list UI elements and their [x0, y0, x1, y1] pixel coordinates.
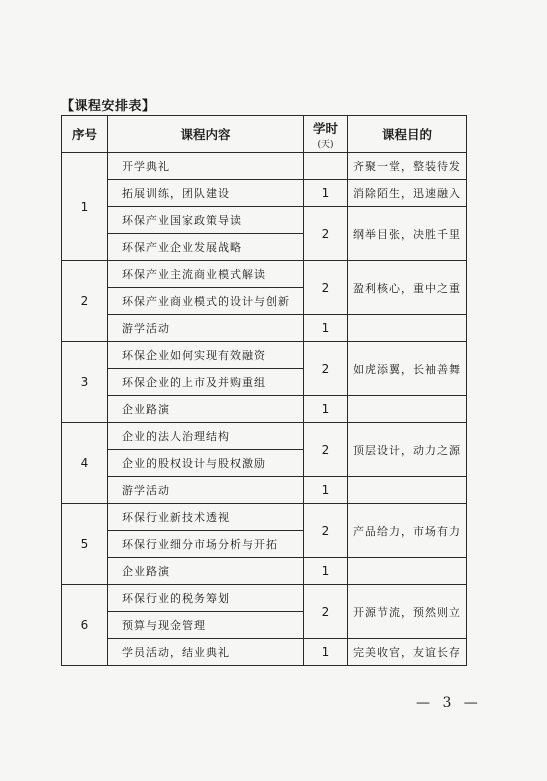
header-content: 课程内容 — [108, 116, 304, 153]
content-cell: 环保企业如何实现有效融资 — [108, 342, 304, 369]
days-cell: 2 — [304, 423, 348, 477]
content-cell: 拓展训练，团队建设 — [108, 180, 304, 207]
table-row — [62, 585, 467, 612]
table-row — [62, 477, 467, 504]
header-seq: 序号 — [62, 116, 108, 153]
days-cell: 1 — [304, 477, 348, 504]
header-goal: 课程目的 — [348, 116, 467, 153]
goal-cell — [348, 558, 467, 585]
page-number: — 3 — — [416, 695, 482, 711]
content-cell: 环保产业国家政策导读 — [108, 207, 304, 234]
days-cell: 2 — [304, 342, 348, 396]
days-cell: 2 — [304, 585, 348, 639]
table-row — [62, 180, 467, 207]
table-row — [62, 153, 467, 180]
seq-cell: 6 — [62, 585, 108, 666]
seq-cell: 4 — [62, 423, 108, 504]
days-cell: 1 — [304, 180, 348, 207]
goal-cell: 纲举目张，决胜千里 — [348, 207, 467, 261]
goal-cell: 完美收官，友谊长存 — [348, 639, 467, 666]
content-cell: 环保产业商业模式的设计与创新 — [108, 288, 304, 315]
content-cell: 学员活动，结业典礼 — [108, 639, 304, 666]
goal-cell: 消除陌生，迅速融入 — [348, 180, 467, 207]
table-row — [62, 558, 467, 585]
days-cell: 2 — [304, 207, 348, 261]
content-cell: 开学典礼 — [108, 153, 304, 180]
goal-cell: 如虎添翼，长袖善舞 — [348, 342, 467, 396]
table-row — [62, 261, 467, 288]
days-cell: 2 — [304, 504, 348, 558]
goal-cell — [348, 315, 467, 342]
content-cell: 环保产业主流商业模式解读 — [108, 261, 304, 288]
seq-cell: 2 — [62, 261, 108, 342]
content-cell: 游学活动 — [108, 477, 304, 504]
content-cell: 游学活动 — [108, 315, 304, 342]
content-cell: 企业路演 — [108, 558, 304, 585]
header-days-unit: (天) — [317, 139, 334, 150]
days-cell: 1 — [304, 558, 348, 585]
table-row — [62, 342, 467, 369]
content-cell: 环保行业细分市场分析与开拓 — [108, 531, 304, 558]
table-row — [62, 396, 467, 423]
table-row — [62, 207, 467, 234]
course-schedule-table — [61, 115, 467, 666]
table-row — [62, 639, 467, 666]
content-cell: 环保行业新技术透视 — [108, 504, 304, 531]
content-cell: 环保行业的税务筹划 — [108, 585, 304, 612]
content-cell: 环保产业企业发展战略 — [108, 234, 304, 261]
header-days-main: 学时 — [312, 120, 338, 136]
table-row — [62, 504, 467, 531]
seq-cell: 3 — [62, 342, 108, 423]
goal-cell: 开源节流，预然则立 — [348, 585, 467, 639]
days-cell: 2 — [304, 261, 348, 315]
content-cell: 企业的法人治理结构 — [108, 423, 304, 450]
section-title: 【课程安排表】 — [61, 99, 156, 114]
goal-cell: 齐聚一堂，整装待发 — [348, 153, 467, 180]
table-row — [62, 423, 467, 450]
seq-cell: 5 — [62, 504, 108, 585]
goal-cell: 产品给力，市场有力 — [348, 504, 467, 558]
content-cell: 预算与现金管理 — [108, 612, 304, 639]
goal-cell: 盈利核心，重中之重 — [348, 261, 467, 315]
table-header-row — [62, 116, 467, 153]
table-row — [62, 315, 467, 342]
days-cell: 1 — [304, 315, 348, 342]
header-days — [304, 116, 348, 153]
goal-cell: 顶层设计，动力之源 — [348, 423, 467, 477]
days-cell: 1 — [304, 396, 348, 423]
content-cell: 环保企业的上市及并购重组 — [108, 369, 304, 396]
days-cell: 1 — [304, 639, 348, 666]
content-cell: 企业的股权设计与股权激励 — [108, 450, 304, 477]
goal-cell — [348, 477, 467, 504]
goal-cell — [348, 396, 467, 423]
days-cell — [304, 153, 348, 180]
seq-cell: 1 — [62, 153, 108, 261]
content-cell: 企业路演 — [108, 396, 304, 423]
